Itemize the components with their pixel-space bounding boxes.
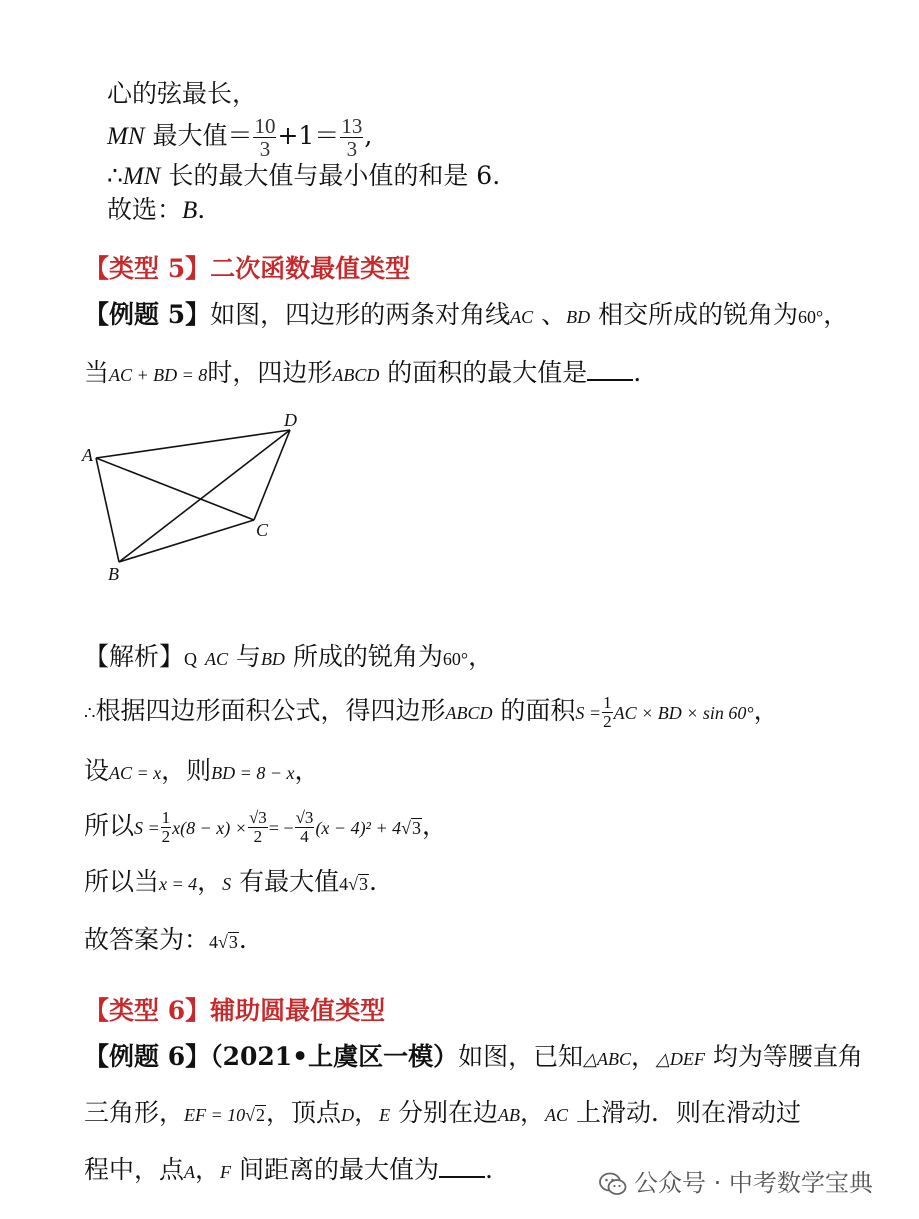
solution-line: 所以S = $\frac{1}{2}$ x(8 − x) × $\frac{√3}{2}$ = − $\frac{√3}{4}$ (x − 4)² + 4√3， — [84, 808, 448, 846]
answer-blank[interactable] — [587, 361, 633, 381]
solution-line: MN 最大值＝ $\frac{10}{3}$ +1＝ $\frac{13}{3}$ , — [107, 114, 373, 162]
edge-ad — [96, 430, 290, 458]
example-line: 三角形，EF = 10√2，顶点D，E 分别在边AB，AC 上滑动．则在滑动过 — [84, 1098, 802, 1127]
watermark-text: 公众号 · 中考数学宝典 — [634, 1169, 873, 1197]
section-heading: 【类型 5】二次函数最值类型 — [84, 254, 411, 283]
wechat-icon — [598, 1171, 628, 1197]
solution-line: 心的弦最长， — [107, 79, 258, 108]
fraction: $\frac{√3}{2}$ — [248, 808, 267, 846]
edge-cb — [119, 520, 254, 562]
solution-line: 设AC = x，则BD = 8 − x， — [84, 756, 320, 785]
example-line: 当AC + BD = 8时，四边形ABCD 的面积的最大值是 . — [84, 358, 642, 387]
fraction: $\frac{13}{3}$ — [341, 114, 363, 162]
diagonal-ac — [96, 458, 254, 520]
watermark — [598, 1163, 873, 1198]
solution-line: 所以当x = 4，S 有最大值4√3. — [84, 867, 377, 896]
example-line: 【例题 5】如图，四边形的两条对角线AC 、BD 相交所成的锐角为60°， — [84, 300, 849, 329]
edge-ba — [96, 458, 119, 562]
quadrilateral-figure — [78, 405, 318, 585]
solution-line: ∴根据四边形面积公式，得四边形ABCD 的面积S = $\frac{1}{2}$ AC × BD × sin 60°， — [84, 693, 779, 731]
solution-line: ∴MN 长的最大值与最小值的和是 6. — [107, 161, 501, 190]
fraction: $\frac{10}{3}$ — [254, 114, 276, 162]
section-heading: 【类型 6】辅助圆最值类型 — [84, 996, 386, 1025]
example-line: 【例题 6】（2021•上虞区一模）如图，已知△ABC，△DEF 均为等腰直角 — [84, 1042, 863, 1071]
solution-line: 【解析】Q AC 与BD 所成的锐角为60°， — [84, 642, 494, 671]
fraction: $\frac{1}{2}$ — [603, 693, 612, 731]
vertex-label-c: C — [256, 520, 269, 540]
fraction: $\frac{√3}{4}$ — [295, 808, 314, 846]
vertex-label-d: D — [284, 410, 297, 430]
vertex-label-a: A — [82, 445, 93, 465]
solution-line: 故答案为：4√3. — [84, 925, 247, 954]
solution-line: 故选：B. — [107, 195, 206, 224]
fraction: $\frac{1}{2}$ — [161, 808, 171, 846]
example-line: 程中，点A，F 间距离的最大值为 . — [84, 1155, 493, 1184]
answer-blank[interactable] — [439, 1158, 485, 1178]
vertex-label-b: B — [108, 564, 119, 584]
